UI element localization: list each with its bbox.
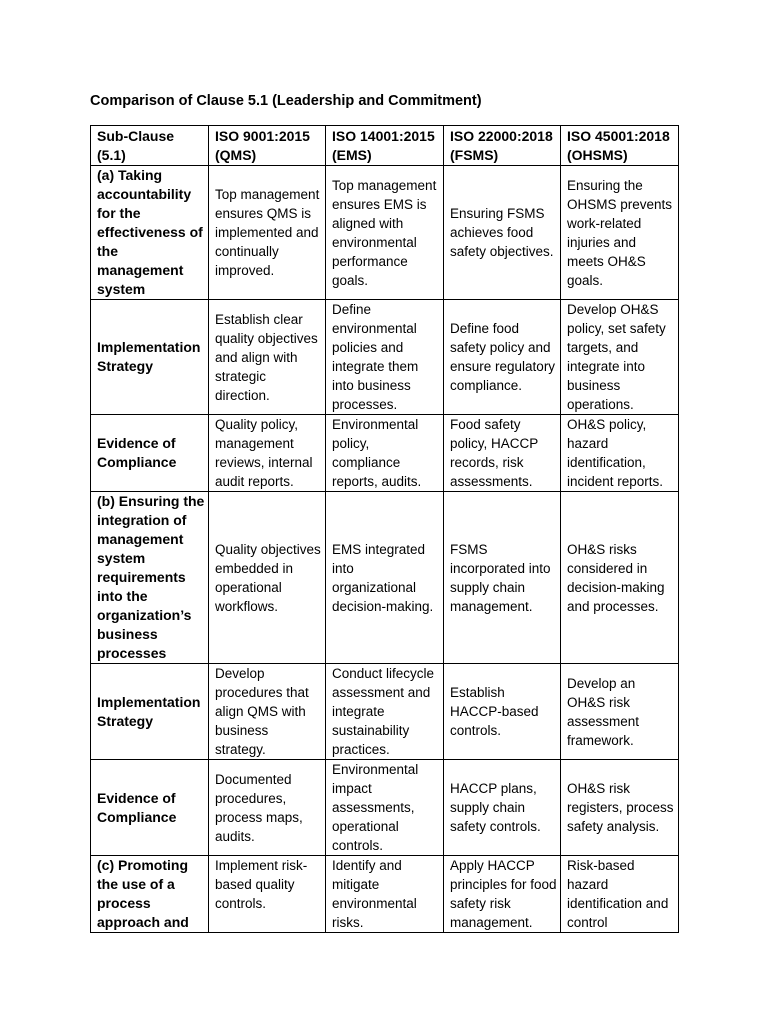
- table-row: [91, 415, 679, 492]
- fsms-cell: FSMS incorporated into supply chain management.: [444, 492, 561, 664]
- ohsms-cell: Develop OH&S policy, set safety targets, and integrate into business operations.: [561, 300, 679, 415]
- table-row: [91, 760, 679, 856]
- header-iso-45001: ISO 45001:2018 (OHSMS): [561, 126, 679, 166]
- fsms-cell: Define food safety policy and ensure regulatory compliance.: [444, 300, 561, 415]
- ohsms-cell: Ensuring the OHSMS prevents work-related injuries and meets OH&S goals.: [561, 166, 679, 300]
- header-iso-9001: ISO 9001:2015 (QMS): [209, 126, 326, 166]
- ems-cell: Identify and mitigate environmental risks.: [326, 856, 444, 933]
- qms-cell: Quality policy, management reviews, internal audit reports.: [209, 415, 326, 492]
- qms-cell: Develop procedures that align QMS with business strategy.: [209, 664, 326, 760]
- comparison-table: [90, 125, 679, 933]
- qms-cell: Implement risk-based quality controls.: [209, 856, 326, 933]
- qms-cell: Documented procedures, process maps, audits.: [209, 760, 326, 856]
- ohsms-cell: OH&S risk registers, process safety analysis.: [561, 760, 679, 856]
- table-row: [91, 856, 679, 933]
- ems-cell: Conduct lifecycle assessment and integrate sustainability practices.: [326, 664, 444, 760]
- table-row: [91, 664, 679, 760]
- qms-cell: Top management ensures QMS is implemented and continually improved.: [209, 166, 326, 300]
- table-row: [91, 166, 679, 300]
- ems-cell: Environmental policy, compliance reports, audits.: [326, 415, 444, 492]
- row-label: (b) Ensuring the integration of management system requirements into the organization’s business processes: [91, 492, 209, 664]
- ems-cell: Define environmental policies and integrate them into business processes.: [326, 300, 444, 415]
- row-label: Evidence of Compliance: [91, 415, 209, 492]
- row-label: (a) Taking accountability for the effectiveness of the management system: [91, 166, 209, 300]
- ohsms-cell: OH&S risks considered in decision-making and processes.: [561, 492, 679, 664]
- document-title: Comparison of Clause 5.1 (Leadership and Commitment): [90, 93, 482, 109]
- fsms-cell: HACCP plans, supply chain safety controls.: [444, 760, 561, 856]
- ems-cell: Environmental impact assessments, operational controls.: [326, 760, 444, 856]
- fsms-cell: Establish HACCP-based controls.: [444, 664, 561, 760]
- row-label: (c) Promoting the use of a process approach and: [91, 856, 209, 933]
- header-iso-22000: ISO 22000:2018 (FSMS): [444, 126, 561, 166]
- fsms-cell: Apply HACCP principles for food safety risk management.: [444, 856, 561, 933]
- header-iso-14001: ISO 14001:2015 (EMS): [326, 126, 444, 166]
- row-label: Evidence of Compliance: [91, 760, 209, 856]
- header-sub-clause: Sub-Clause (5.1): [91, 126, 209, 166]
- table-row: [91, 300, 679, 415]
- row-label: Implementation Strategy: [91, 664, 209, 760]
- ohsms-cell: Develop an OH&S risk assessment framework.: [561, 664, 679, 760]
- table-row: [91, 492, 679, 664]
- qms-cell: Quality objectives embedded in operational workflows.: [209, 492, 326, 664]
- row-label: Implementation Strategy: [91, 300, 209, 415]
- fsms-cell: Food safety policy, HACCP records, risk assessments.: [444, 415, 561, 492]
- ohsms-cell: Risk-based hazard identification and control: [561, 856, 679, 933]
- fsms-cell: Ensuring FSMS achieves food safety objectives.: [444, 166, 561, 300]
- ems-cell: EMS integrated into organizational decision-making.: [326, 492, 444, 664]
- table-header-row: [91, 126, 679, 166]
- qms-cell: Establish clear quality objectives and align with strategic direction.: [209, 300, 326, 415]
- ems-cell: Top management ensures EMS is aligned with environmental performance goals.: [326, 166, 444, 300]
- ohsms-cell: OH&S policy, hazard identification, incident reports.: [561, 415, 679, 492]
